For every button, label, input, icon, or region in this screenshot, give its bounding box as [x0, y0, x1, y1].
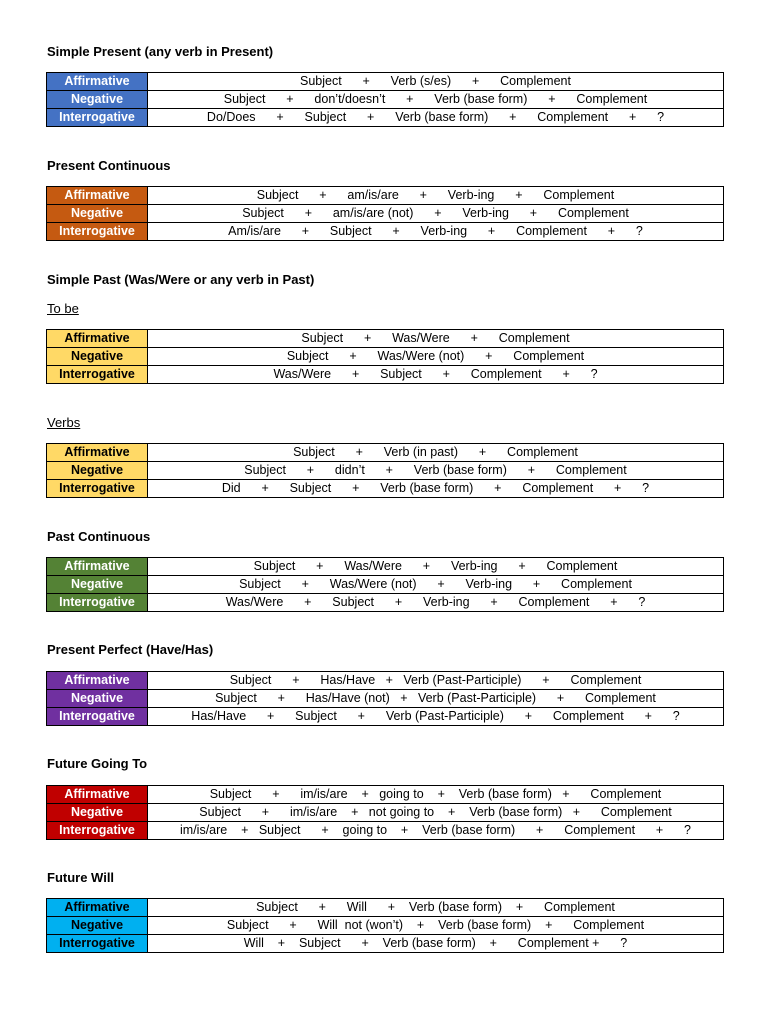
- section-heading-future-will: Future Will: [47, 870, 115, 885]
- section-heading-simple-present: Simple Present (any verb in Present): [47, 44, 274, 59]
- formula-affirmative: Subject + Verb (in past) + Complement: [148, 444, 724, 462]
- row-negative: [47, 576, 724, 594]
- formula-affirmative: Subject + Has/Have + Verb (Past-Participle) + Complement: [148, 672, 724, 690]
- label-affirmative: Affirmative: [47, 187, 148, 205]
- grammar-table-future-going-to: [46, 785, 724, 840]
- formula-negative: Subject + am/is/are (not) + Verb-ing + Complement: [148, 205, 724, 223]
- label-interrogative: Interrogative: [47, 366, 148, 384]
- row-interrogative: [47, 594, 724, 612]
- row-interrogative: [47, 822, 724, 840]
- row-affirmative: [47, 899, 724, 917]
- row-affirmative: [47, 187, 724, 205]
- formula-interrogative: Was/Were + Subject + Verb-ing + Complement + ?: [148, 594, 724, 612]
- label-interrogative: Interrogative: [47, 223, 148, 241]
- formula-affirmative: Subject + Was/Were + Complement: [148, 330, 724, 348]
- formula-negative: Subject + im/is/are + not going to + Verb (base form) + Complement: [148, 804, 724, 822]
- label-negative: Negative: [47, 576, 148, 594]
- row-negative: [47, 91, 724, 109]
- formula-interrogative: Was/Were + Subject + Complement + ?: [148, 366, 724, 384]
- grammar-table-simple-present: [46, 72, 724, 127]
- subheading-verbs: Verbs: [47, 415, 81, 430]
- formula-interrogative: Do/Does + Subject + Verb (base form) + Complement + ?: [148, 109, 724, 127]
- label-interrogative: Interrogative: [47, 822, 148, 840]
- grammar-table-simple-past-verbs: [46, 443, 724, 498]
- row-interrogative: [47, 366, 724, 384]
- section-heading-past-continuous: Past Continuous: [47, 529, 151, 544]
- grammar-table-simple-past-to-be: [46, 329, 724, 384]
- label-affirmative: Affirmative: [47, 330, 148, 348]
- label-negative: Negative: [47, 205, 148, 223]
- formula-affirmative: Subject + am/is/are + Verb-ing + Complement: [148, 187, 724, 205]
- row-negative: [47, 348, 724, 366]
- label-negative: Negative: [47, 462, 148, 480]
- row-affirmative: [47, 73, 724, 91]
- formula-interrogative: Did + Subject + Verb (base form) + Complement + ?: [148, 480, 724, 498]
- formula-affirmative: Subject + Was/Were + Verb-ing + Complement: [148, 558, 724, 576]
- row-negative: [47, 462, 724, 480]
- grammar-table-present-perfect: [46, 671, 724, 726]
- label-negative: Negative: [47, 91, 148, 109]
- label-negative: Negative: [47, 917, 148, 935]
- label-affirmative: Affirmative: [47, 672, 148, 690]
- label-negative: Negative: [47, 804, 148, 822]
- row-negative: [47, 690, 724, 708]
- section-heading-present-perfect: Present Perfect (Have/Has): [47, 642, 214, 657]
- formula-affirmative: Subject + Verb (s/es) + Complement: [148, 73, 724, 91]
- row-negative: [47, 205, 724, 223]
- row-affirmative: [47, 330, 724, 348]
- label-interrogative: Interrogative: [47, 935, 148, 953]
- section-heading-future-going-to: Future Going To: [47, 756, 148, 771]
- label-affirmative: Affirmative: [47, 899, 148, 917]
- formula-negative: Subject + Was/Were (not) + Complement: [148, 348, 724, 366]
- subheading-to-be: To be: [47, 301, 79, 316]
- label-affirmative: Affirmative: [47, 73, 148, 91]
- row-negative: [47, 917, 724, 935]
- grammar-table-future-will: [46, 898, 724, 953]
- row-interrogative: [47, 935, 724, 953]
- row-interrogative: [47, 223, 724, 241]
- row-interrogative: [47, 109, 724, 127]
- row-affirmative: [47, 558, 724, 576]
- formula-negative: Subject + Has/Have (not) + Verb (Past-Participle) + Complement: [148, 690, 724, 708]
- formula-negative: Subject + Will not (won’t) + Verb (base form) + Complement: [148, 917, 724, 935]
- row-affirmative: [47, 444, 724, 462]
- label-affirmative: Affirmative: [47, 444, 148, 462]
- row-negative: [47, 804, 724, 822]
- formula-negative: Subject + didn’t + Verb (base form) + Complement: [148, 462, 724, 480]
- label-affirmative: Affirmative: [47, 786, 148, 804]
- label-interrogative: Interrogative: [47, 480, 148, 498]
- label-negative: Negative: [47, 348, 148, 366]
- label-interrogative: Interrogative: [47, 109, 148, 127]
- label-interrogative: Interrogative: [47, 594, 148, 612]
- formula-interrogative: Has/Have + Subject + Verb (Past-Participle) + Complement + ?: [148, 708, 724, 726]
- formula-negative: Subject + Was/Were (not) + Verb-ing + Complement: [148, 576, 724, 594]
- formula-interrogative: Am/is/are + Subject + Verb-ing + Complement + ?: [148, 223, 724, 241]
- formula-interrogative: Will + Subject + Verb (base form) + Complement + ?: [148, 935, 724, 953]
- section-heading-simple-past: Simple Past (Was/Were or any verb in Past): [47, 272, 315, 287]
- grammar-table-present-continuous: [46, 186, 724, 241]
- grammar-table-past-continuous: [46, 557, 724, 612]
- row-affirmative: [47, 672, 724, 690]
- label-interrogative: Interrogative: [47, 708, 148, 726]
- formula-interrogative: im/is/are + Subject + going to + Verb (base form) + Complement + ?: [148, 822, 724, 840]
- row-interrogative: [47, 480, 724, 498]
- formula-affirmative: Subject + im/is/are + going to + Verb (base form) + Complement: [148, 786, 724, 804]
- row-affirmative: [47, 786, 724, 804]
- formula-negative: Subject + don’t/doesn’t + Verb (base form) + Complement: [148, 91, 724, 109]
- formula-affirmative: Subject + Will + Verb (base form) + Complement: [148, 899, 724, 917]
- label-negative: Negative: [47, 690, 148, 708]
- row-interrogative: [47, 708, 724, 726]
- section-heading-present-continuous: Present Continuous: [47, 158, 171, 173]
- label-affirmative: Affirmative: [47, 558, 148, 576]
